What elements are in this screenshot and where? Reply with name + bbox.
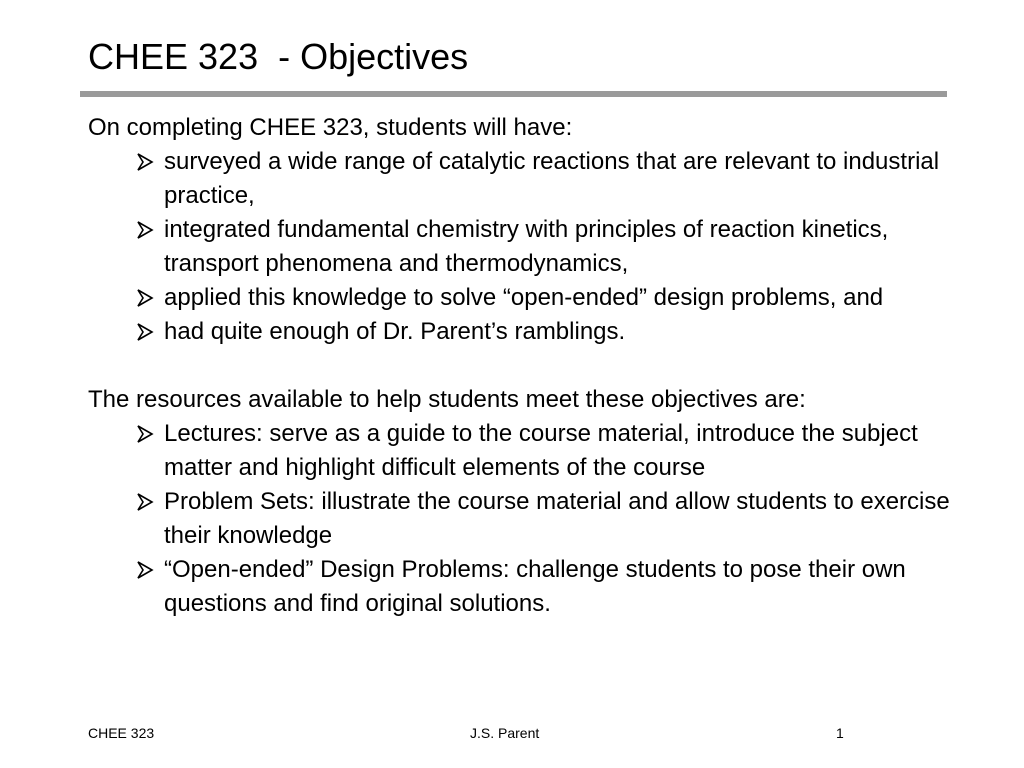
section-2-intro: The resources available to help students meet these objectives are: (88, 386, 806, 413)
bullet-item (136, 281, 958, 315)
footer-page-number: 1 (836, 725, 844, 741)
bullet-text: surveyed a wide range of catalytic reactions that are relevant to industrial practice, (164, 148, 940, 209)
hollow-arrowhead-icon (136, 315, 164, 349)
hollow-arrowhead-icon (136, 485, 164, 519)
bullet-text: “Open-ended” Design Problems: challenge students to pose their own questions and find original solutions. (164, 556, 906, 617)
bullet-item (136, 485, 958, 553)
bullet-text: Problem Sets: illustrate the course material and allow students to exercise their knowledge (164, 488, 950, 549)
bullet-item (136, 145, 958, 213)
bullet-text: integrated fundamental chemistry with principles of reaction kinetics, transport phenomena and thermodynamics, (164, 216, 889, 277)
bullet-item (136, 315, 958, 349)
slide-body (88, 111, 958, 621)
hollow-arrowhead-icon (136, 281, 164, 315)
hollow-arrowhead-icon (136, 145, 164, 179)
bullet-text: Lectures: serve as a guide to the course material, introduce the subject matter and highlight difficult elements of the course (164, 420, 918, 481)
bullet-item (136, 417, 958, 485)
footer-course-code: CHEE 323 (88, 725, 155, 741)
slide-title: CHEE 323 - Objectives (88, 36, 469, 77)
title-divider (80, 91, 947, 97)
hollow-arrowhead-icon (136, 417, 164, 451)
bullet-text: applied this knowledge to solve “open-ended” design problems, and (164, 284, 884, 311)
bullet-item (136, 553, 958, 621)
footer-author: J.S. Parent (470, 725, 540, 741)
hollow-arrowhead-icon (136, 213, 164, 247)
section-spacer (88, 349, 958, 383)
hollow-arrowhead-icon (136, 553, 164, 587)
bullet-item (136, 213, 958, 281)
section-1-bullet-list (88, 145, 958, 349)
section-2-bullet-list (88, 417, 958, 621)
section-1-intro: On completing CHEE 323, students will have: (88, 114, 573, 141)
bullet-text: had quite enough of Dr. Parent’s ramblings. (164, 318, 626, 345)
